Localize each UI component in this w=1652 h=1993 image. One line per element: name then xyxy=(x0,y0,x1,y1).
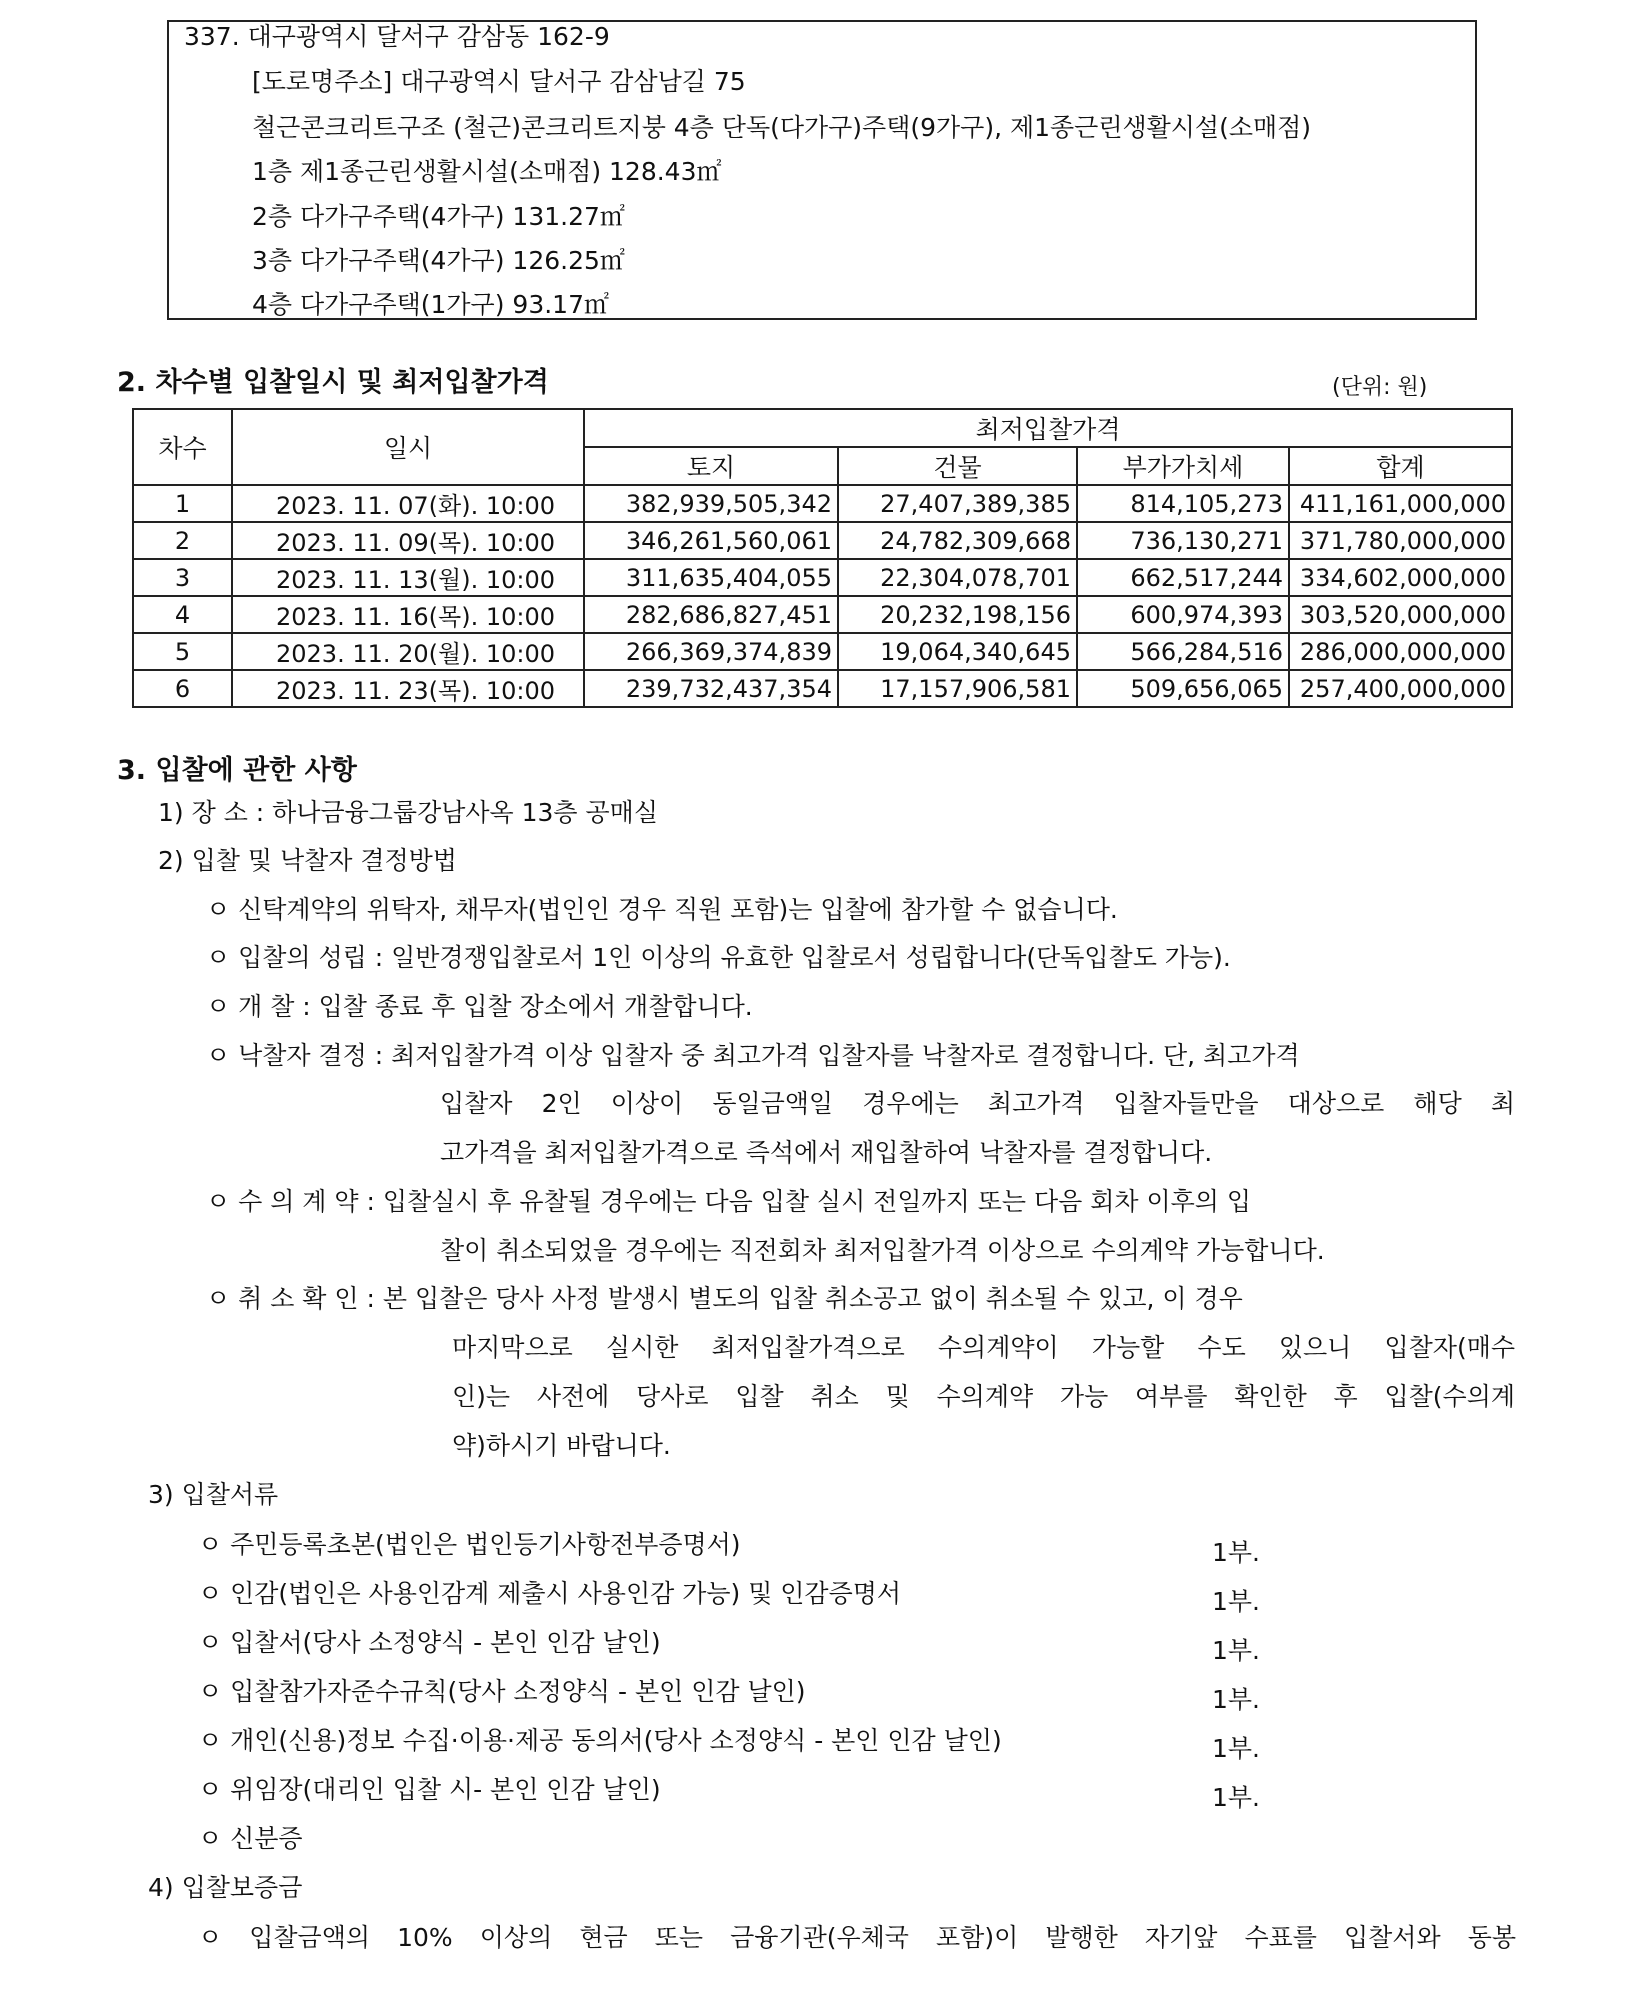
bid-deposit-heading: 4) 입찰보증금 xyxy=(148,1873,303,1902)
cell-round: 4 xyxy=(133,596,232,633)
cell-land: 311,635,404,055 xyxy=(584,559,838,596)
cell-datetime: 2023. 11. 16(목). 10:00 xyxy=(232,596,584,633)
document-item: ㅇ 입찰참가자준수규칙(당사 소정양식 - 본인 인감 날인) xyxy=(198,1677,806,1706)
bullet-eligibility: ㅇ 신탁계약의 위탁자, 채무자(법인인 경우 직원 포함)는 입찰에 참가할 수 없습니다. xyxy=(206,895,1118,924)
cell-land: 282,686,827,451 xyxy=(584,596,838,633)
cell-round: 1 xyxy=(133,485,232,522)
cell-round: 6 xyxy=(133,670,232,707)
cell-building: 17,157,906,581 xyxy=(838,670,1077,707)
header-land: 토지 xyxy=(584,447,838,485)
document-item: ㅇ 주민등록초본(법인은 법인등기사항전부증명서) xyxy=(198,1530,741,1559)
header-round: 차수 xyxy=(133,409,232,485)
table-row xyxy=(133,596,1512,633)
cell-round: 2 xyxy=(133,522,232,559)
table-row xyxy=(133,485,1512,522)
cell-vat: 600,974,393 xyxy=(1077,596,1289,633)
property-floor-4: 4층 다가구주택(1가구) 93.17㎡ xyxy=(252,290,609,319)
document-copies: 1부. xyxy=(1212,1734,1261,1763)
cell-vat: 736,130,271 xyxy=(1077,522,1289,559)
document-item: ㅇ 개인(신용)정보 수집·이용·제공 동의서(당사 소정양식 - 본인 인감 날인) xyxy=(198,1726,1002,1755)
cell-datetime: 2023. 11. 13(월). 10:00 xyxy=(232,559,584,596)
document-item: ㅇ 위임장(대리인 입찰 시- 본인 인감 날인) xyxy=(198,1775,661,1804)
cell-building: 22,304,078,701 xyxy=(838,559,1077,596)
cell-datetime: 2023. 11. 09(목). 10:00 xyxy=(232,522,584,559)
cell-land: 346,261,560,061 xyxy=(584,522,838,559)
bullet-winner-line-2: 입찰자 2인 이상이 동일금액일 경우에는 최고가격 입찰자들만을 대상으로 해당 최 xyxy=(440,1089,1515,1118)
cell-total: 303,520,000,000 xyxy=(1289,596,1512,633)
bullet-cancel-line-2: 마지막으로 실시한 최저입찰가격으로 수의계약이 가능할 수도 있으니 입찰자(매수 xyxy=(452,1333,1515,1362)
cell-vat: 662,517,244 xyxy=(1077,559,1289,596)
header-vat: 부가가치세 xyxy=(1077,447,1289,485)
document-item: ㅇ 인감(법인은 사용인감계 제출시 사용인감 가능) 및 인감증명서 xyxy=(198,1579,902,1608)
bullet-bid-opening: ㅇ 개 찰 : 입찰 종료 후 입찰 장소에서 개찰합니다. xyxy=(206,992,753,1021)
property-road-address: [도로명주소] 대구광역시 달서구 감삼남길 75 xyxy=(252,67,746,96)
bullet-winner-line-3: 고가격을 최저입찰가격으로 즉석에서 재입찰하여 낙찰자를 결정합니다. xyxy=(440,1138,1213,1167)
bid-deposit-bullet: ㅇ 입찰금액의 10% 이상의 현금 또는 금융기관(우체국 포함)이 발행한 자기앞 수표를 입찰서와 동봉 xyxy=(198,1923,1516,1952)
cell-land: 266,369,374,839 xyxy=(584,633,838,670)
table-row xyxy=(133,670,1512,707)
cell-building: 24,782,309,668 xyxy=(838,522,1077,559)
document-item: ㅇ 신분증 xyxy=(198,1824,303,1853)
cell-datetime: 2023. 11. 20(월). 10:00 xyxy=(232,633,584,670)
cell-total: 286,000,000,000 xyxy=(1289,633,1512,670)
document-copies: 1부. xyxy=(1212,1636,1261,1665)
cell-building: 27,407,389,385 xyxy=(838,485,1077,522)
property-floor-1: 1층 제1종근린생활시설(소매점) 128.43㎡ xyxy=(252,157,722,186)
price-table xyxy=(132,408,1513,708)
cell-round: 3 xyxy=(133,559,232,596)
bullet-cancel-line-3: 인)는 사전에 당사로 입찰 취소 및 수의계약 가능 여부를 확인한 후 입찰(수의계 xyxy=(452,1382,1515,1411)
unit-label: (단위: 원) xyxy=(1332,375,1428,400)
cell-total: 371,780,000,000 xyxy=(1289,522,1512,559)
table-row xyxy=(133,522,1512,559)
section-3-title: 3. 입찰에 관한 사항 xyxy=(117,755,357,786)
bullet-cancel-line-4: 약)하시기 바랍니다. xyxy=(452,1431,671,1460)
cell-land: 382,939,505,342 xyxy=(584,485,838,522)
document-copies: 1부. xyxy=(1212,1685,1261,1714)
cell-total: 334,602,000,000 xyxy=(1289,559,1512,596)
header-building: 건물 xyxy=(838,447,1077,485)
cell-vat: 566,284,516 xyxy=(1077,633,1289,670)
bullet-private-contract-line-1: ㅇ 수 의 계 약 : 입찰실시 후 유찰될 경우에는 다음 입찰 실시 전일까지 또는 다음 회차 이후의 입 xyxy=(206,1187,1252,1216)
cell-land: 239,732,437,354 xyxy=(584,670,838,707)
bid-method-heading: 2) 입찰 및 낙찰자 결정방법 xyxy=(158,846,457,875)
table-row xyxy=(133,559,1512,596)
cell-datetime: 2023. 11. 07(화). 10:00 xyxy=(232,485,584,522)
cell-datetime: 2023. 11. 23(목). 10:00 xyxy=(232,670,584,707)
header-min-price: 최저입찰가격 xyxy=(584,409,1512,447)
cell-building: 20,232,198,156 xyxy=(838,596,1077,633)
document-copies: 1부. xyxy=(1212,1538,1261,1567)
document-copies: 1부. xyxy=(1212,1783,1261,1812)
property-floor-3: 3층 다가구주택(4가구) 126.25㎡ xyxy=(252,246,625,275)
property-structure: 철근콘크리트구조 (철근)콘크리트지붕 4층 단독(다가구)주택(9가구), 제1종근린생활시설(소매점) xyxy=(252,113,1312,142)
bullet-cancel-line-1: ㅇ 취 소 확 인 : 본 입찰은 당사 사정 발생시 별도의 입찰 취소공고 없이 취소될 수 있고, 이 경우 xyxy=(206,1284,1243,1313)
cell-building: 19,064,340,645 xyxy=(838,633,1077,670)
cell-vat: 509,656,065 xyxy=(1077,670,1289,707)
header-datetime: 일시 xyxy=(232,409,584,485)
bullet-private-contract-line-2: 찰이 취소되었을 경우에는 직전회차 최저입찰가격 이상으로 수의계약 가능합니다. xyxy=(440,1236,1325,1265)
document-item: ㅇ 입찰서(당사 소정양식 - 본인 인감 날인) xyxy=(198,1628,661,1657)
cell-total: 411,161,000,000 xyxy=(1289,485,1512,522)
cell-total: 257,400,000,000 xyxy=(1289,670,1512,707)
cell-round: 5 xyxy=(133,633,232,670)
cell-vat: 814,105,273 xyxy=(1077,485,1289,522)
property-floor-2: 2층 다가구주택(4가구) 131.27㎡ xyxy=(252,202,625,231)
bullet-bid-formation: ㅇ 입찰의 성립 : 일반경쟁입찰로서 1인 이상의 유효한 입찰로서 성립합니다(단독입찰도 가능). xyxy=(206,943,1231,972)
header-total: 합계 xyxy=(1289,447,1512,485)
document-copies: 1부. xyxy=(1212,1587,1261,1616)
venue-item: 1) 장 소 : 하나금융그룹강남사옥 13층 공매실 xyxy=(158,798,658,827)
section-2-title: 2. 차수별 입찰일시 및 최저입찰가격 xyxy=(117,367,549,398)
table-row xyxy=(133,633,1512,670)
bid-documents-heading: 3) 입찰서류 xyxy=(148,1480,279,1509)
property-address: 337. 대구광역시 달서구 감삼동 162-9 xyxy=(184,22,610,51)
bullet-winner-line-1: ㅇ 낙찰자 결정 : 최저입찰가격 이상 입찰자 중 최고가격 입찰자를 낙찰자로 결정합니다. 단, 최고가격 xyxy=(206,1041,1300,1070)
